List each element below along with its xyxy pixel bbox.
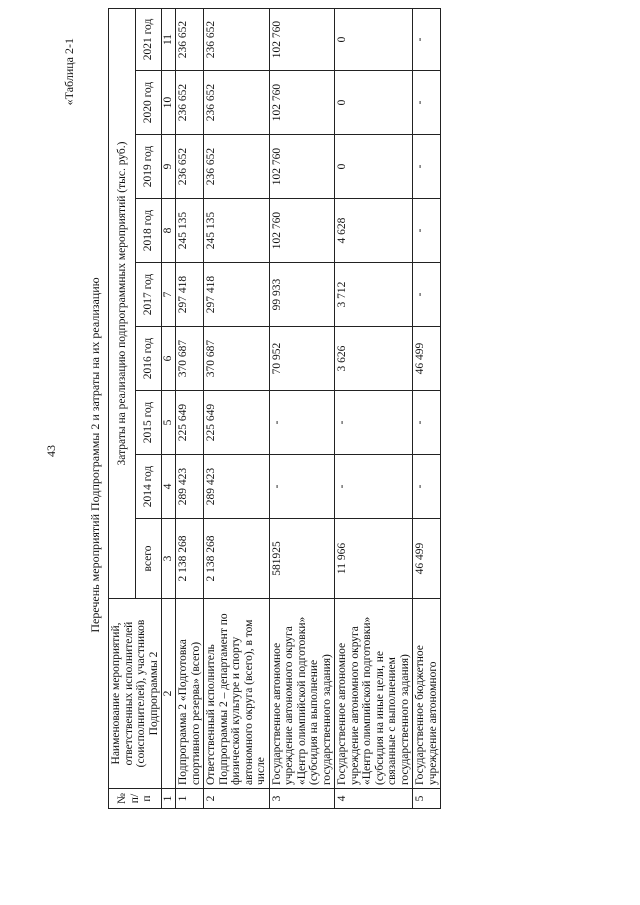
header-year: 2016 год bbox=[135, 327, 162, 391]
row-number: 5 bbox=[413, 789, 441, 809]
header-year: 2021 год bbox=[135, 8, 162, 70]
row-value: 370 687 bbox=[204, 327, 270, 391]
table-row bbox=[204, 8, 270, 808]
header-year: 2018 год bbox=[135, 199, 162, 263]
row-number: 3 bbox=[269, 789, 335, 809]
header-year: 2020 год bbox=[135, 71, 162, 135]
table-title: Перечень мероприятий Подпрограммы 2 и затраты на их реализацию bbox=[88, 277, 102, 633]
row-value: 236 652 bbox=[176, 8, 204, 70]
column-number: 3 bbox=[162, 519, 176, 599]
row-value: 0 bbox=[335, 8, 413, 70]
row-value: 102 760 bbox=[269, 199, 335, 263]
row-value: 99 933 bbox=[269, 263, 335, 327]
row-value: 297 418 bbox=[204, 263, 270, 327]
column-number: 5 bbox=[162, 391, 176, 455]
row-value: 4 628 bbox=[335, 199, 413, 263]
row-value: - bbox=[269, 391, 335, 455]
row-value: 0 bbox=[335, 135, 413, 199]
table-row bbox=[413, 8, 441, 808]
row-value: - bbox=[413, 8, 441, 70]
header-row-top bbox=[109, 8, 136, 808]
row-value: 225 649 bbox=[204, 391, 270, 455]
row-value: 3 712 bbox=[335, 263, 413, 327]
row-value: 225 649 bbox=[176, 391, 204, 455]
header-year: 2014 год bbox=[135, 455, 162, 519]
header-no: № п/п bbox=[109, 789, 162, 809]
column-number-row bbox=[162, 8, 176, 808]
row-value: 102 760 bbox=[269, 71, 335, 135]
table-row bbox=[269, 8, 335, 808]
row-value: 289 423 bbox=[204, 455, 270, 519]
row-name: Государственное автономное учреждение автономного округа «Центр олимпийской подготовки» (субсидия на иные цели, не связанные с выполнением государственного задания) bbox=[335, 599, 413, 789]
row-value: 0 bbox=[335, 71, 413, 135]
row-total: 2 138 268 bbox=[176, 519, 204, 599]
costs-table bbox=[108, 8, 441, 809]
row-value: - bbox=[413, 199, 441, 263]
row-value: 236 652 bbox=[176, 135, 204, 199]
row-name: Ответственный исполнитель Подпрограммы 2 – департамент по физической культуре и спорту автономного округа (всего), в том числе bbox=[204, 599, 270, 789]
row-value: 102 760 bbox=[269, 8, 335, 70]
row-value: 370 687 bbox=[176, 327, 204, 391]
row-number: 4 bbox=[335, 789, 413, 809]
row-value: 236 652 bbox=[204, 71, 270, 135]
table-row bbox=[335, 8, 413, 808]
row-value: 297 418 bbox=[176, 263, 204, 327]
row-value: - bbox=[413, 71, 441, 135]
row-total: 581925 bbox=[269, 519, 335, 599]
row-value: 289 423 bbox=[176, 455, 204, 519]
row-value: - bbox=[413, 263, 441, 327]
row-value: 102 760 bbox=[269, 135, 335, 199]
row-value: - bbox=[413, 135, 441, 199]
header-costs-group: Затраты на реализацию подпрограммных мероприятий (тыс. руб.) bbox=[109, 8, 136, 598]
row-value: - bbox=[335, 455, 413, 519]
header-total: всего bbox=[135, 519, 162, 599]
header-year: 2019 год bbox=[135, 135, 162, 199]
table-label: «Таблица 2-1 bbox=[62, 38, 76, 106]
column-number: 1 bbox=[162, 789, 176, 809]
row-value: 245 135 bbox=[176, 199, 204, 263]
row-name: Подпрограмма 2 «Подготовка спортивного резерва» (всего) bbox=[176, 599, 204, 789]
column-number: 8 bbox=[162, 199, 176, 263]
row-total: 46 499 bbox=[413, 519, 441, 599]
row-value: 46 499 bbox=[413, 327, 441, 391]
row-name: Государственное автономное учреждение автономного округа «Центр олимпийской подготовки» (субсидия на выполнение государственного задания) bbox=[269, 599, 335, 789]
column-number: 11 bbox=[162, 8, 176, 70]
column-number: 7 bbox=[162, 263, 176, 327]
row-value: 236 652 bbox=[204, 8, 270, 70]
row-value: 3 626 bbox=[335, 327, 413, 391]
row-number: 2 bbox=[204, 789, 270, 809]
row-name: Государственное бюджетное учреждение автономного bbox=[413, 599, 441, 789]
table-row bbox=[176, 8, 204, 808]
column-number: 4 bbox=[162, 455, 176, 519]
row-total: 2 138 268 bbox=[204, 519, 270, 599]
row-total: 11 966 bbox=[335, 519, 413, 599]
row-value: - bbox=[413, 391, 441, 455]
header-year: 2017 год bbox=[135, 263, 162, 327]
column-number: 9 bbox=[162, 135, 176, 199]
row-value: - bbox=[413, 455, 441, 519]
row-value: 70 952 bbox=[269, 327, 335, 391]
header-name: Наименование мероприятий, ответственных исполнителей (соисполнителей), участников Подпрограммы 2 bbox=[109, 599, 162, 789]
row-value: 236 652 bbox=[204, 135, 270, 199]
row-value: 245 135 bbox=[204, 199, 270, 263]
page-number: 43 bbox=[44, 445, 58, 457]
column-number: 10 bbox=[162, 71, 176, 135]
column-number: 6 bbox=[162, 327, 176, 391]
header-year: 2015 год bbox=[135, 391, 162, 455]
row-value: - bbox=[269, 455, 335, 519]
row-value: 236 652 bbox=[176, 71, 204, 135]
column-number: 2 bbox=[162, 599, 176, 789]
row-number: 1 bbox=[176, 789, 204, 809]
row-value: - bbox=[335, 391, 413, 455]
